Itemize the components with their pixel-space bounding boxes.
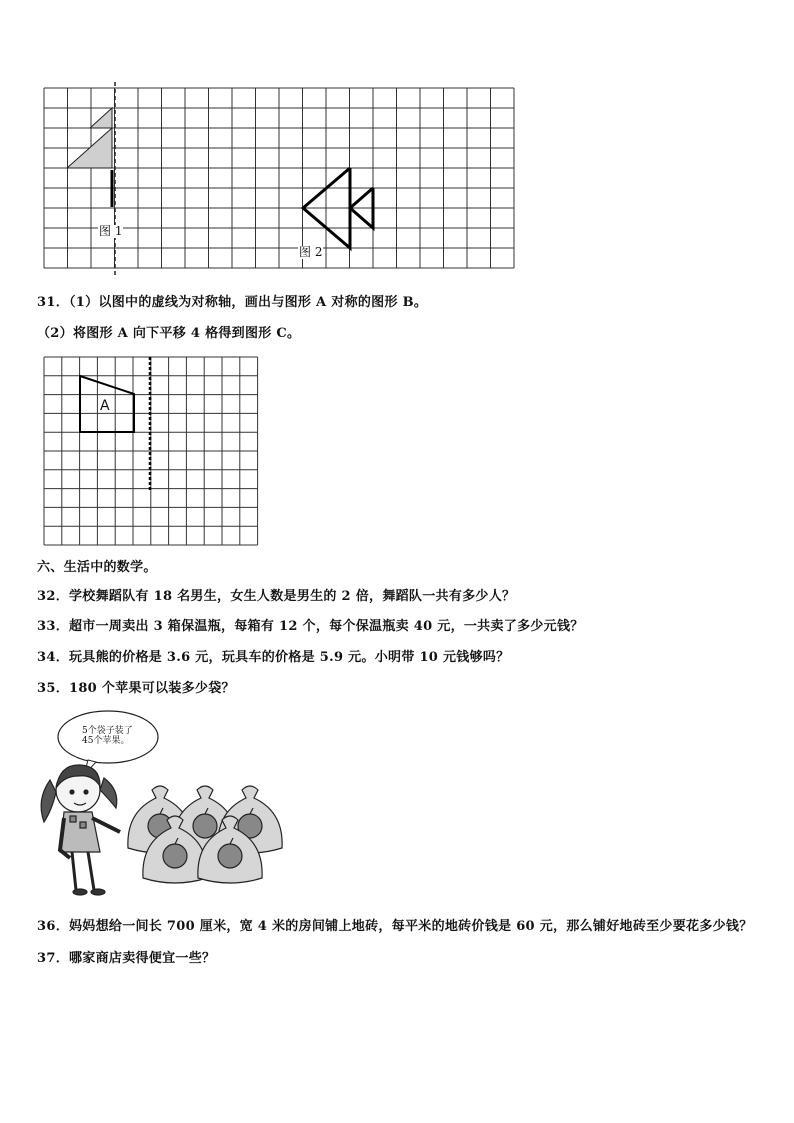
question-35: 35．180 个苹果可以装多少袋？	[37, 681, 235, 696]
shape-a-label: A	[100, 398, 110, 414]
speech-bubble-text	[82, 726, 133, 746]
question-32: 32．学校舞蹈队有 18 名男生，女生人数是男生的 2 倍，舞蹈队一共有多少人？	[37, 589, 516, 604]
question-34: 34．玩具熊的价格是 3.6 元，玩具车的价格是 5.9 元。小明带 10 元钱够吗？	[37, 650, 510, 665]
section-6-title: 六、生活中的数学。	[37, 560, 157, 575]
speech-bubble-line1: 5个袋子装了	[82, 726, 133, 736]
question-33: 33．超市一周卖出 3 箱保温瓶，每箱有 12 个，每个保温瓶卖 40 元，一共卖了多少元钱？	[37, 619, 584, 634]
girl-figure	[41, 765, 120, 895]
question-31-part2: （2）将图形 A 向下平移 4 格得到图形 C。	[37, 326, 301, 341]
speech-bubble-line2: 45个苹果。	[82, 736, 130, 746]
apple-bags	[128, 786, 282, 883]
figure2-label: 图 2	[299, 245, 323, 259]
question-31-part1: 31．（1）以图中的虚线为对称轴，画出与图形 A 对称的图形 B。	[37, 295, 428, 310]
question-37: 37．哪家商店卖得便宜一些？	[37, 951, 216, 966]
figure1-label: 图 1	[99, 224, 123, 238]
question-36: 36．妈妈想给一间长 700 厘米，宽 4 米的房间铺上地砖，每平米的地砖价钱是 60 元，那么铺好地砖至少要花多少钱？	[37, 919, 753, 934]
